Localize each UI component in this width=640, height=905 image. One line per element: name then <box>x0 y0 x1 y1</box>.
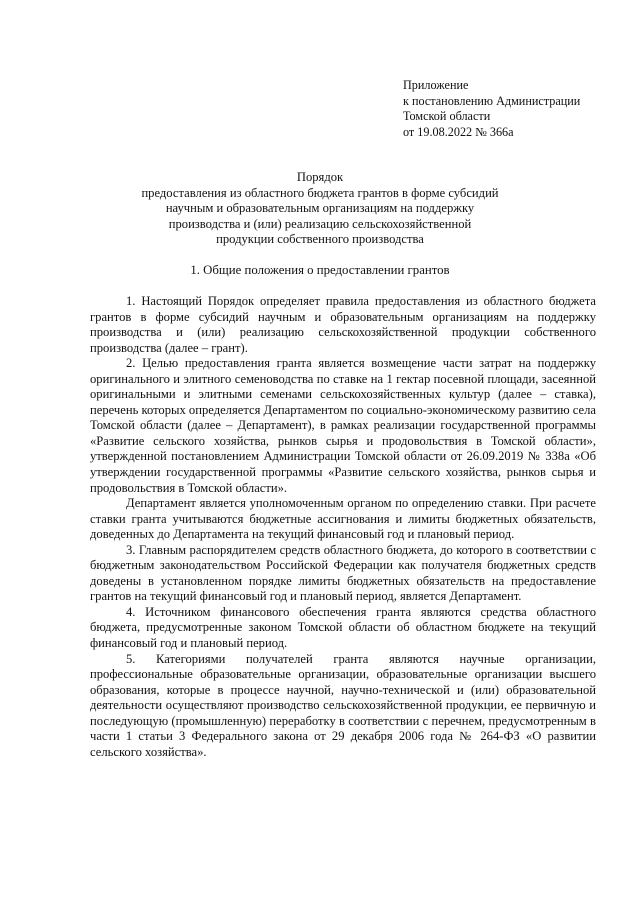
appendix-line: к постановлению Администрации <box>403 93 581 108</box>
title-line: производства и (или) реализацию сельскохозяйственной <box>168 216 472 231</box>
appendix-line: Приложение <box>403 78 469 92</box>
appendix-block <box>403 78 580 140</box>
appendix-line: Томской области <box>403 109 491 124</box>
section-heading: 1. Общие положения о предоставлении грантов <box>190 263 450 277</box>
paragraph: 2. Целью предоставления гранта является возмещение части затрат на поддержку оригинального и элитного семеноводства по ставке на 1 гектар посевной площади, засеянной оригинальными и элитными семенами сельскохозяйственных культур (далее – ставка), перечень которых определяется Департаментом по социально-экономическому развитию села Томской области (далее – Департамент), в рамках реализации государственной программы «Развитие сельского хозяйства, рынков сырья и продовольствия в Томской области», утвержденной постановлением Администрации Томской области от 26.09.2019 № 338а «Об утверждении государственной программы «Развитие сельского хозяйства, рынков сырья и продовольствия в Томской области». <box>90 356 596 495</box>
paragraph: 3. Главным распорядителем средств областного бюджета, до которого в соответствии с бюджетным законодательством Российской Федерации как получателя бюджетных средств доведены в установленном порядке лимиты бюджетных обязательств на предоставление грантов на текущий финансовый год и плановый период, является Департамент. <box>90 542 596 604</box>
paragraph: 4. Источником финансового обеспечения гранта являются средства областного бюджета, предусмотренные законом Томской области об областном бюджете на текущий финансовый год и плановый период. <box>90 604 596 651</box>
title-line: научным и образовательным организациям на поддержку <box>165 201 475 216</box>
appendix-line: от 19.08.2022 № 366а <box>403 124 514 139</box>
paragraph: 5. Категориями получателей гранта являются научные организации, профессиональные образовательные организации, образовательные организации высшего образования, которые в процессе научной, научно-технической и (или) образовательной деятельности осуществляют производство сельскохозяйственной продукции, ее первичную и последующую (промышленную) переработку в соответствии с перечнем, предусмотренным в части 1 статьи 3 Федерального закона от 29 декабря 2006 года № 264-ФЗ «О развитии сельского хозяйства». <box>90 651 596 759</box>
paragraph: Департамент является уполномоченным органом по определению ставки. При расчете ставки гранта учитываются бюджетные ассигнования и лимиты бюджетных обязательств, доведенных до Департамента на текущий финансовый год и плановый период. <box>90 496 596 542</box>
document-title <box>100 170 540 248</box>
title-heading: Порядок <box>296 170 344 184</box>
document-body <box>90 294 596 760</box>
title-line: продукции собственного производства <box>216 232 424 247</box>
paragraph: 1. Настоящий Порядок определяет правила предоставления из областного бюджета грантов в форме субсидий научным и образовательным организациям на поддержку производства и (или) реализацию сельскохозяйственной продукции собственного производства (далее – грант). <box>90 294 596 355</box>
title-line: предоставления из областного бюджета грантов в форме субсидий <box>141 185 499 200</box>
